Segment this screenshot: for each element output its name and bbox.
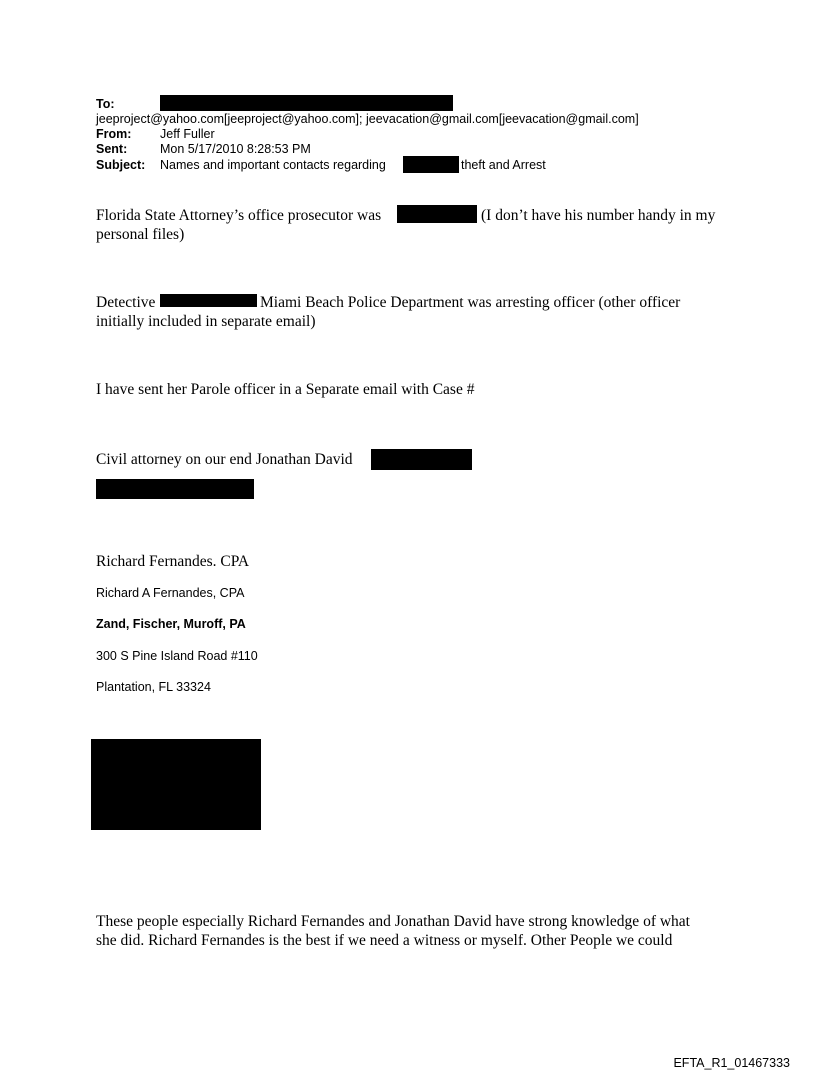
subject-label: Subject: xyxy=(96,158,146,172)
to-label: To: xyxy=(96,97,115,111)
signature-name-serif: Richard Fernandes. CPA xyxy=(96,553,250,570)
subject-before: Names and important contacts regarding xyxy=(160,158,386,172)
detective-line-end: Miami Beach Police Department was arresting officer (other officer xyxy=(260,294,681,311)
redaction-box xyxy=(160,95,453,111)
to-recipients: jeeproject@yahoo.com[jeeproject@yahoo.com]; jeevacation@gmail.com[jeevacation@gmail.com] xyxy=(96,112,639,126)
signature-address-2: Plantation, FL 33324 xyxy=(96,680,211,694)
parole-line: I have sent her Parole officer in a Separate email with Case # xyxy=(96,381,475,398)
civil-attorney-line: Civil attorney on our end Jonathan David xyxy=(96,451,353,468)
closing-line-2: she did. Richard Fernandes is the best if we need a witness or myself. Other People we could xyxy=(96,932,673,949)
redaction-box xyxy=(160,294,257,307)
subject-after: theft and Arrest xyxy=(461,158,546,172)
redaction-box xyxy=(397,205,477,223)
detective-line-2: initially included in separate email) xyxy=(96,313,316,330)
detective-line-start: Detective xyxy=(96,294,156,311)
closing-line-1: These people especially Richard Fernandes and Jonathan David have strong knowledge of what xyxy=(96,913,690,930)
prosecutor-line-2: personal files) xyxy=(96,226,185,243)
redaction-box xyxy=(91,739,261,830)
document-id: EFTA_R1_01467333 xyxy=(673,1056,790,1070)
prosecutor-line-end: (I don’t have his number handy in my xyxy=(481,207,716,224)
sent-label: Sent: xyxy=(96,142,128,156)
sent-value: Mon 5/17/2010 8:28:53 PM xyxy=(160,142,311,156)
from-label: From: xyxy=(96,127,132,141)
from-value: Jeff Fuller xyxy=(160,127,215,141)
redaction-box xyxy=(403,156,459,173)
prosecutor-line-start: Florida State Attorney’s office prosecutor was xyxy=(96,207,382,224)
signature-address-1: 300 S Pine Island Road #110 xyxy=(96,649,258,663)
redaction-box xyxy=(96,479,254,499)
signature-name: Richard A Fernandes, CPA xyxy=(96,586,245,600)
redaction-box xyxy=(371,449,472,470)
signature-firm: Zand, Fischer, Muroff, PA xyxy=(96,617,246,631)
